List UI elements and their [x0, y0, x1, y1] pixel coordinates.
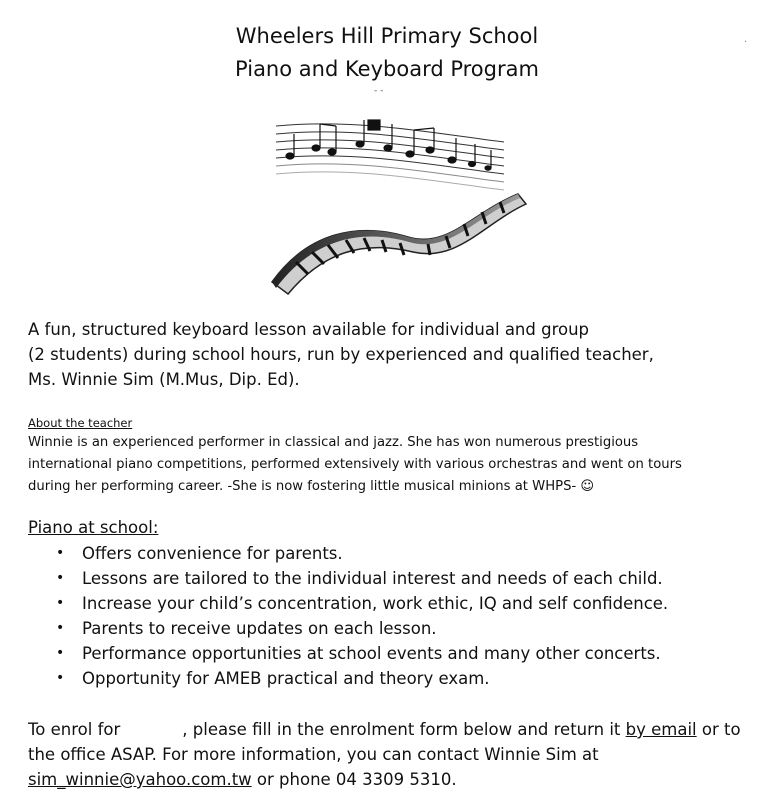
list-item-text: Offers convenience for parents. [82, 544, 343, 563]
intro-line: A fun, structured keyboard lesson available for individual and group [28, 320, 590, 339]
intro-line: (2 students) during school hours, run by experienced and qualified teacher, [28, 345, 654, 364]
list-item-text: Increase your child’s concentration, work ethic, IQ and self confidence. [82, 594, 669, 613]
bullet-icon: • [56, 545, 65, 561]
scan-dot: . [744, 34, 748, 45]
bullet-icon: • [56, 595, 65, 611]
about-line: Winnie is an experienced performer in classical and jazz. She has won numerous prestigious [28, 435, 639, 450]
piano-keyboard-wave [272, 194, 526, 294]
list-item [56, 616, 756, 641]
phone-text: or phone 04 3309 5310. [256, 770, 457, 789]
list-item [56, 566, 756, 591]
list-item-text: Lessons are tailored to the individual interest and needs of each child. [82, 569, 663, 588]
bullet-icon: • [56, 670, 65, 686]
list-item [56, 541, 756, 566]
enrol-text: or to [701, 720, 741, 739]
list-item-text: Parents to receive updates on each lesson. [82, 619, 437, 638]
about-line: international piano competitions, performed extensively with various orchestras and went on tours [28, 457, 682, 472]
list-item-text: Opportunity for AMEB practical and theory exam. [82, 669, 490, 688]
by-email-text: by email [625, 720, 697, 739]
enrol-paragraph [28, 717, 768, 792]
piano-at-school-heading [28, 518, 158, 537]
bullet-icon: • [56, 570, 65, 586]
bullet-icon: • [56, 645, 65, 661]
intro-line: Ms. Winnie Sim (M.Mus, Dip. Ed). [28, 370, 300, 389]
intro-paragraph [28, 317, 728, 392]
enrol-text: , please fill in the enrolment form below and return it [182, 720, 621, 739]
list-item-text: Performance opportunities at school events and many other concerts. [82, 644, 661, 663]
about-teacher-text [28, 432, 768, 498]
about-line: during her performing career. -She is now fostering little musical minions at WHPS- ☺ [28, 479, 595, 494]
enrol-line-2: the office ASAP. For more information, you can contact Winnie Sim at [28, 745, 599, 764]
about-teacher-heading: About the teacher [28, 416, 133, 430]
list-item [56, 666, 756, 691]
list-item [56, 591, 756, 616]
page-title: Wheelers Hill Primary School [235, 24, 539, 48]
list-item [56, 641, 756, 666]
music-staff [276, 124, 504, 190]
page-subtitle: Piano and Keyboard Program [235, 57, 539, 81]
enrol-line-3 [28, 767, 768, 792]
enrol-text: To enrol for [28, 720, 121, 739]
bullet-icon: • [56, 620, 65, 636]
benefits-list [56, 541, 756, 691]
music-keyboard-illustration [268, 112, 530, 296]
email-link[interactable]: sim_winnie@yahoo.com.tw [28, 770, 252, 789]
enrol-line-1 [28, 717, 768, 742]
piano-at-school-label: Piano at school [28, 518, 153, 537]
scan-mark: - - [374, 86, 384, 96]
heading-colon: : [152, 518, 159, 537]
